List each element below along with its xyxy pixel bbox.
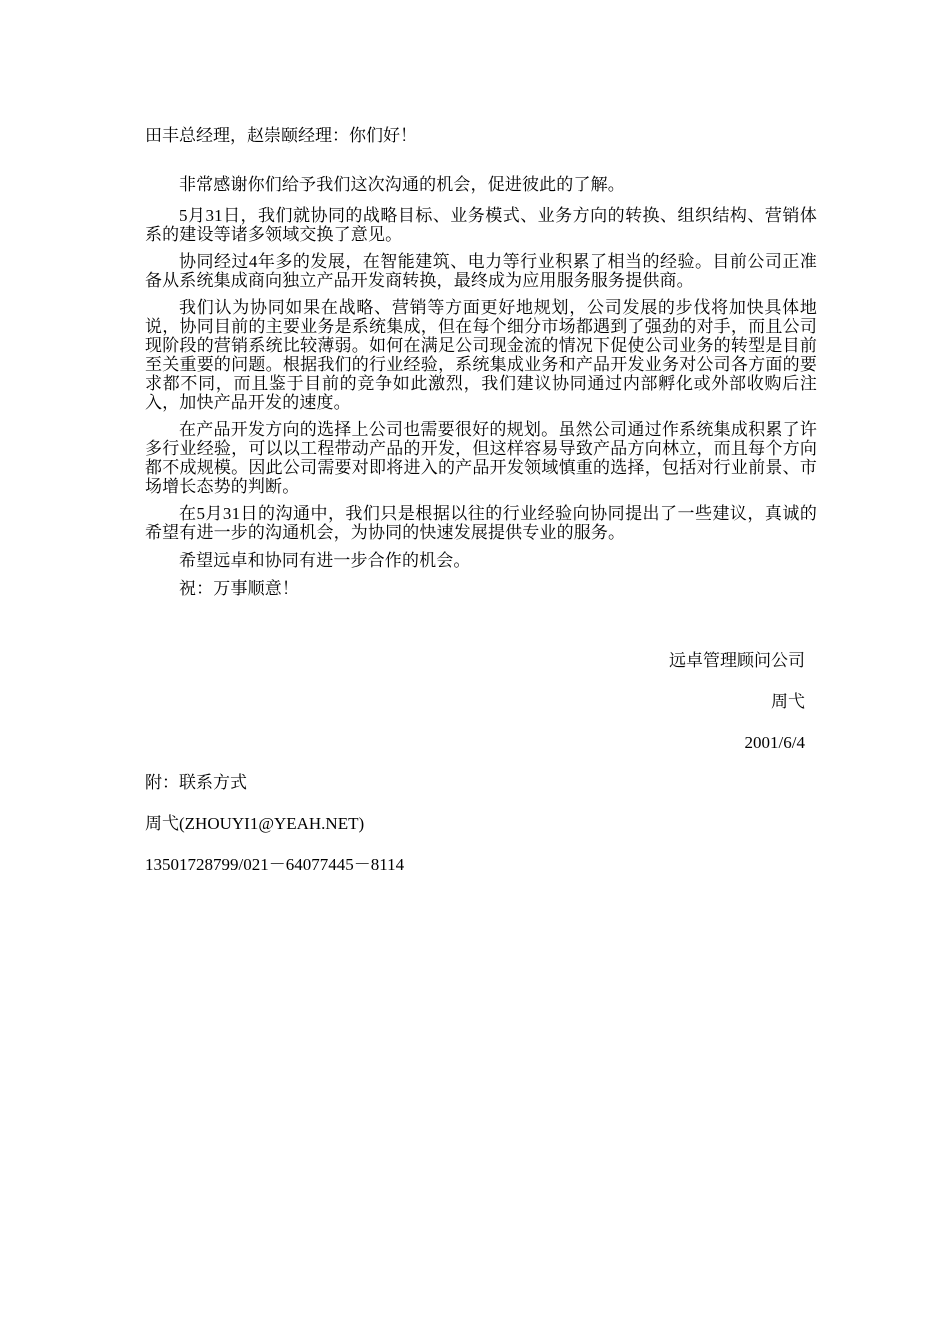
paragraph-product-direction: 在产品开发方向的选择上公司也需要很好的规划。虽然公司通过作系统集成积累了许多行业经验，可以以工程带动产品的开发，但这样容易导致产品方向林立，而且每个方向都不成规模。因此公司需要对即将进入的产品开发领域慎重的选择，包括对行业前景、市场增长态势的判断。: [145, 420, 817, 496]
paragraph-strategy: 我们认为协同如果在战略、营销等方面更好地规划，公司发展的步伐将加快具体地说，协同目前的主要业务是系统集成，但在每个细分市场都遇到了强劲的对手，而且公司现阶段的营销系统比较薄弱。如何在满足公司现金流的情况下促使公司业务的转型是目前至关重要的问题。根据我们的行业经验，系统集成业务和产品开发业务对公司各方面的要求都不同，而且鉴于目前的竞争如此激烈，我们建议协同通过内部孵化或外部收购后注入，加快产品开发的速度。: [145, 298, 817, 412]
paragraph-background: 协同经过4年多的发展，在智能建筑、电力等行业积累了相当的经验。目前公司正准备从系统集成商向独立产品开发商转换，最终成为应用服务服务提供商。: [145, 252, 817, 290]
paragraph-cooperation: 希望远卓和协同有进一步合作的机会。: [179, 551, 471, 570]
paragraph-closing: 祝：万事顺意！: [179, 579, 300, 598]
letter-greeting: 田丰总经理，赵崇颐经理：你们好！: [145, 126, 417, 145]
appendix-label: 附：联系方式: [145, 773, 247, 792]
signature-company: 远卓管理顾问公司: [669, 651, 805, 670]
contact-phone: 13501728799/021－64077445－8114: [145, 855, 405, 874]
signature-date: 2001/6/4: [744, 733, 805, 752]
signature-name: 周弋: [771, 692, 805, 711]
contact-name-email: 周弋(ZHOUYI1@YEAH.NET): [145, 814, 365, 833]
paragraph-thanks: 非常感谢你们给予我们这次沟通的机会，促进彼此的了解。: [179, 175, 625, 194]
letter-body: [145, 174, 817, 606]
paragraph-meeting: 5月31日，我们就协同的战略目标、业务模式、业务方向的转换、组织结构、营销体系的建设等诸多领域交换了意见。: [145, 206, 817, 244]
paragraph-suggestion: 在5月31日的沟通中，我们只是根据以往的行业经验向协同提出了一些建议，真诚的希望有进一步的沟通机会，为协同的快速发展提供专业的服务。: [145, 504, 817, 542]
